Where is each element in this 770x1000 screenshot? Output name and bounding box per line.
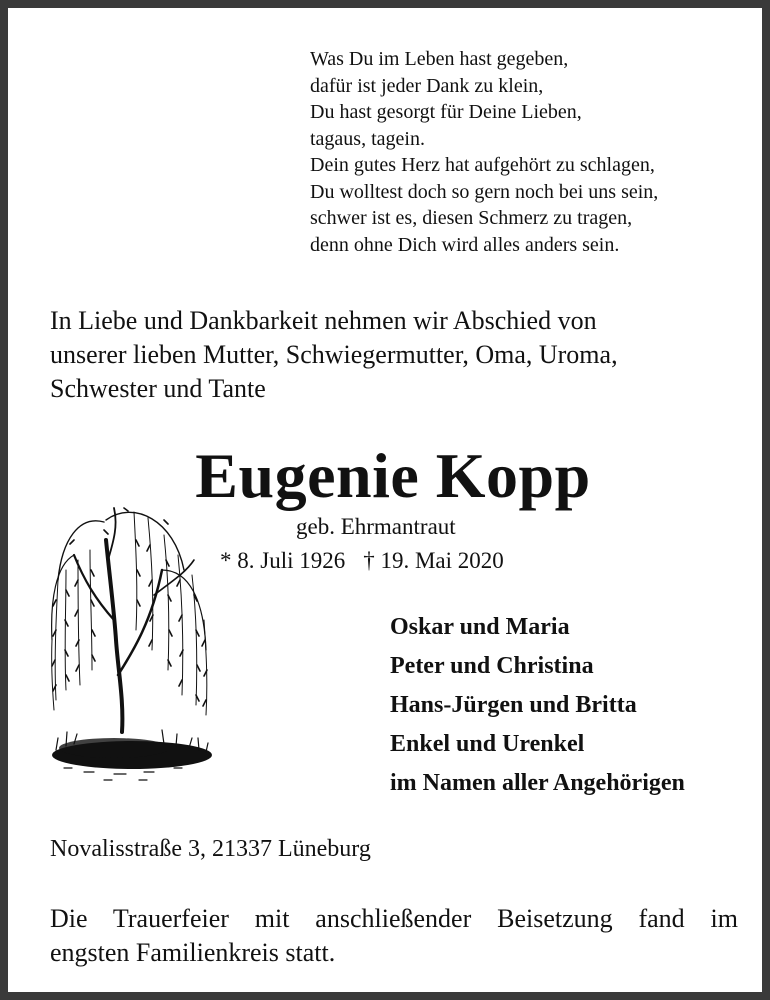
signer: Enkel und Urenkel — [390, 731, 585, 757]
poem-line: dafür ist jeder Dank zu klein, — [310, 74, 544, 97]
address: Novalisstraße 3, 21337 Lüneburg — [50, 836, 371, 862]
closing-line: Die Trauerfeier mit anschließender Beisetzung fand im — [50, 904, 738, 933]
deceased-name: Eugenie Kopp — [195, 440, 591, 511]
maiden-name: geb. Ehrmantraut — [296, 514, 456, 539]
intro-line: unserer lieben Mutter, Schwiegermutter, Oma, Uroma, — [50, 340, 618, 369]
intro-text — [50, 304, 740, 406]
signer: Hans-Jürgen und Britta — [390, 692, 637, 718]
poem-line: denn ohne Dich wird alles anders sein. — [310, 233, 620, 256]
poem-line: tagaus, tagein. — [310, 127, 425, 150]
intro-line: In Liebe und Dankbarkeit nehmen wir Abschied von — [50, 306, 597, 335]
death-date: † 19. Mai 2020 — [363, 548, 504, 573]
weeping-willow-icon — [44, 500, 214, 800]
signer: im Namen aller Angehörigen — [390, 770, 685, 796]
poem — [310, 46, 658, 258]
signers-list — [390, 608, 685, 803]
poem-line: schwer ist es, diesen Schmerz zu tragen, — [310, 207, 633, 229]
poem-line: Du wolltest doch so gern noch bei uns sein, — [310, 180, 659, 203]
life-dates — [220, 546, 504, 576]
signer: Oskar und Maria — [390, 614, 570, 640]
poem-line: Dein gutes Herz hat aufgehört zu schlagen, — [310, 154, 655, 176]
poem-line: Du hast gesorgt für Deine Lieben, — [310, 101, 582, 123]
closing-text — [50, 902, 738, 970]
birth-date: * 8. Juli 1926 — [220, 548, 346, 573]
signer: Peter und Christina — [390, 653, 594, 679]
intro-line: Schwester und Tante — [50, 374, 266, 403]
closing-line: engsten Familienkreis statt. — [50, 938, 336, 967]
poem-line: Was Du im Leben hast gegeben, — [310, 48, 569, 70]
